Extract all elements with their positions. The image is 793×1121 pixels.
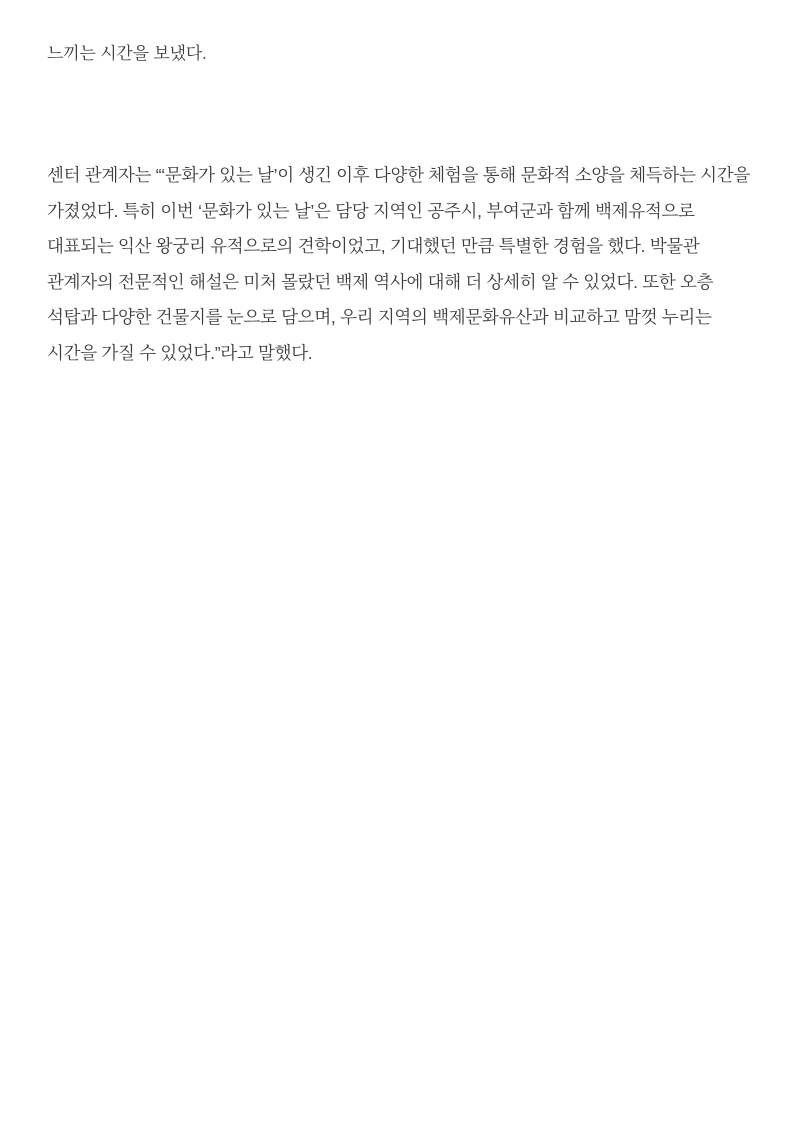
quote-paragraph: 센터 관계자는 “‘문화가 있는 날’이 생긴 이후 다양한 체험을 통해 문화적 소양을 체득하는 시간을 가졌었다. 특히 이번 ‘문화가 있는 날’은 담당 지역인 공주시, 부여군과 함께 백제유적으로 대표되는 익산 왕궁리 유적으로의 견학이었고, 기대했던 만큼 특별한 경험을 했다. 박물관 관계자의 전문적인 해설은 미처 몰랐던 백제 역사에 대해 더 상세히 알 수 있었다. 또한 오층 석탑과 다양한 건물지를 눈으로 담으며, 우리 지역의 백제문화유산과 비교하고 맘껏 누리는 시간을 가질 수 있었다.”라고 말했다. bbox=[47, 165, 750, 363]
closing-sentence: 느끼는 시간을 보냈다. bbox=[47, 44, 207, 63]
document-body bbox=[47, 42, 753, 371]
